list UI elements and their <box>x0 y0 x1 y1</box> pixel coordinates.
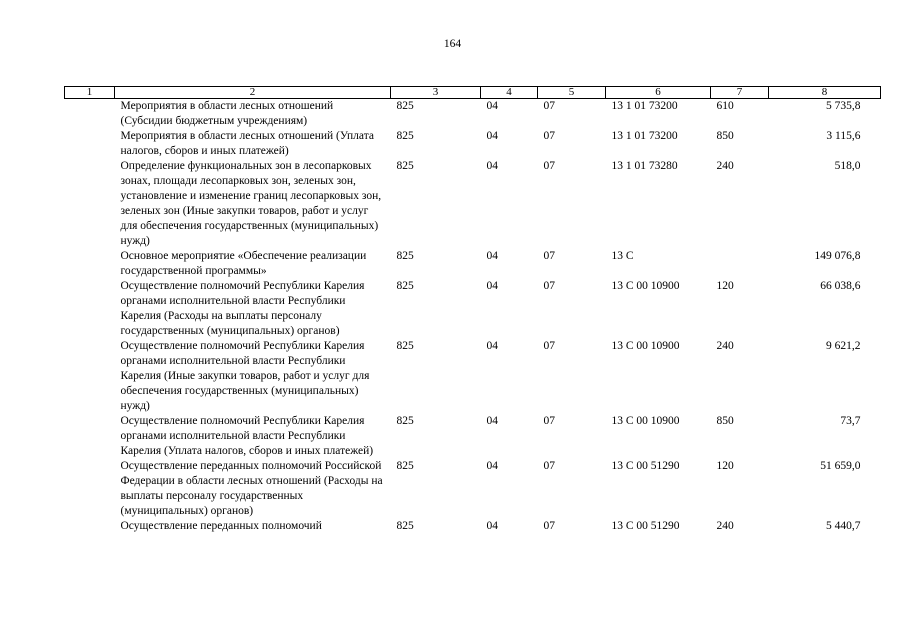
pr-cell: 07 <box>543 160 555 172</box>
csr-cell: 13 С 00 10900 <box>611 340 680 352</box>
grbs-cell: 825 <box>396 100 414 112</box>
pr-cell: 07 <box>543 520 555 532</box>
csr-cell: 13 С 00 10900 <box>611 280 680 292</box>
column-header: 1 <box>65 87 115 99</box>
table-row <box>65 339 881 414</box>
index-cell <box>65 159 115 249</box>
amount-cell: 5 735,8 <box>826 100 861 112</box>
grbs-cell: 825 <box>396 130 414 142</box>
grbs-cell: 825 <box>396 415 414 427</box>
name-cell: Определение функциональных зон в лесопарковых зонах, площади лесопарковых зон, зеленых зон, установление и изменение границ лесопарковых зон, зеленых зон (Иные закупки товаров, работ и услуг для обеспечения государственных (муниципальных) нужд) <box>120 160 382 247</box>
amount-cell: 149 076,8 <box>814 250 861 262</box>
budget-table <box>64 86 881 534</box>
grbs-cell: 825 <box>396 160 414 172</box>
page-number: 164 <box>443 38 462 50</box>
table-row <box>65 99 881 130</box>
index-cell <box>65 249 115 279</box>
vr-cell <box>711 249 769 279</box>
table-row <box>65 414 881 459</box>
column-header: 8 <box>769 87 881 99</box>
csr-cell: 13 1 01 73200 <box>611 100 678 112</box>
vr-cell: 240 <box>716 160 734 172</box>
table-row <box>65 249 881 279</box>
rz-cell: 04 <box>486 130 498 142</box>
index-cell <box>65 129 115 159</box>
pr-cell: 07 <box>543 340 555 352</box>
column-header: 4 <box>481 87 538 99</box>
name-cell: Основное мероприятие «Обеспечение реализации государственной программы» <box>120 250 367 277</box>
header-row <box>65 87 881 99</box>
index-cell <box>65 279 115 339</box>
name-cell: Осуществление переданных полномочий Российской Федерации в области лесных отношений (Расходы на выплаты персоналу государственных (муниципальных) органов) <box>120 460 383 517</box>
name-cell: Осуществление полномочий Республики Карелия органами исполнительной власти Республики Карелия (Уплата налогов, сборов и иных платежей) <box>120 415 374 457</box>
table-row <box>65 159 881 249</box>
column-header: 2 <box>115 87 391 99</box>
amount-cell: 66 038,6 <box>820 280 861 292</box>
index-cell <box>65 414 115 459</box>
rz-cell: 04 <box>486 160 498 172</box>
csr-cell: 13 С 00 10900 <box>611 415 680 427</box>
csr-cell: 13 С 00 51290 <box>611 460 680 472</box>
name-cell: Мероприятия в области лесных отношений (Субсидии бюджетным учреждениям) <box>120 100 334 127</box>
pr-cell: 07 <box>543 250 555 262</box>
index-cell <box>65 519 115 534</box>
column-header: 7 <box>711 87 769 99</box>
index-cell <box>65 459 115 519</box>
grbs-cell: 825 <box>396 280 414 292</box>
csr-cell: 13 С <box>611 250 634 262</box>
vr-cell: 850 <box>716 130 734 142</box>
vr-cell: 610 <box>716 100 734 112</box>
index-cell <box>65 99 115 130</box>
name-cell: Мероприятия в области лесных отношений (Уплата налогов, сборов и иных платежей) <box>120 130 374 157</box>
pr-cell: 07 <box>543 100 555 112</box>
vr-cell: 240 <box>716 340 734 352</box>
csr-cell: 13 1 01 73200 <box>611 130 678 142</box>
name-cell: Осуществление полномочий Республики Карелия органами исполнительной власти Республики Карелия (Иные закупки товаров, работ и услуг для обеспечения государственных (муниципальных) нужд) <box>120 340 370 412</box>
grbs-cell: 825 <box>396 250 414 262</box>
csr-cell: 13 1 01 73280 <box>611 160 678 172</box>
vr-cell: 850 <box>716 415 734 427</box>
vr-cell: 120 <box>716 280 734 292</box>
vr-cell: 120 <box>716 460 734 472</box>
column-header: 3 <box>391 87 481 99</box>
pr-cell: 07 <box>543 280 555 292</box>
amount-cell: 518,0 <box>834 160 861 172</box>
vr-cell: 240 <box>716 520 734 532</box>
column-header: 6 <box>606 87 711 99</box>
name-cell: Осуществление полномочий Республики Карелия органами исполнительной власти Республики Карелия (Расходы на выплаты персоналу государственных (муниципальных) органов) <box>120 280 365 337</box>
grbs-cell: 825 <box>396 520 414 532</box>
column-header: 5 <box>538 87 606 99</box>
rz-cell: 04 <box>486 415 498 427</box>
amount-cell: 73,7 <box>840 415 861 427</box>
rz-cell: 04 <box>486 100 498 112</box>
rz-cell: 04 <box>486 280 498 292</box>
rz-cell: 04 <box>486 250 498 262</box>
table-row <box>65 459 881 519</box>
table-row <box>65 129 881 159</box>
amount-cell: 5 440,7 <box>826 520 861 532</box>
csr-cell: 13 С 00 51290 <box>611 520 680 532</box>
rz-cell: 04 <box>486 520 498 532</box>
name-cell: Осуществление переданных полномочий <box>120 520 322 532</box>
pr-cell: 07 <box>543 415 555 427</box>
amount-cell: 3 115,6 <box>826 130 861 142</box>
table-row <box>65 279 881 339</box>
grbs-cell: 825 <box>396 340 414 352</box>
amount-cell: 51 659,0 <box>820 460 861 472</box>
rz-cell: 04 <box>486 460 498 472</box>
pr-cell: 07 <box>543 460 555 472</box>
pr-cell: 07 <box>543 130 555 142</box>
rz-cell: 04 <box>486 340 498 352</box>
table-row <box>65 519 881 534</box>
grbs-cell: 825 <box>396 460 414 472</box>
index-cell <box>65 339 115 414</box>
amount-cell: 9 621,2 <box>826 340 861 352</box>
